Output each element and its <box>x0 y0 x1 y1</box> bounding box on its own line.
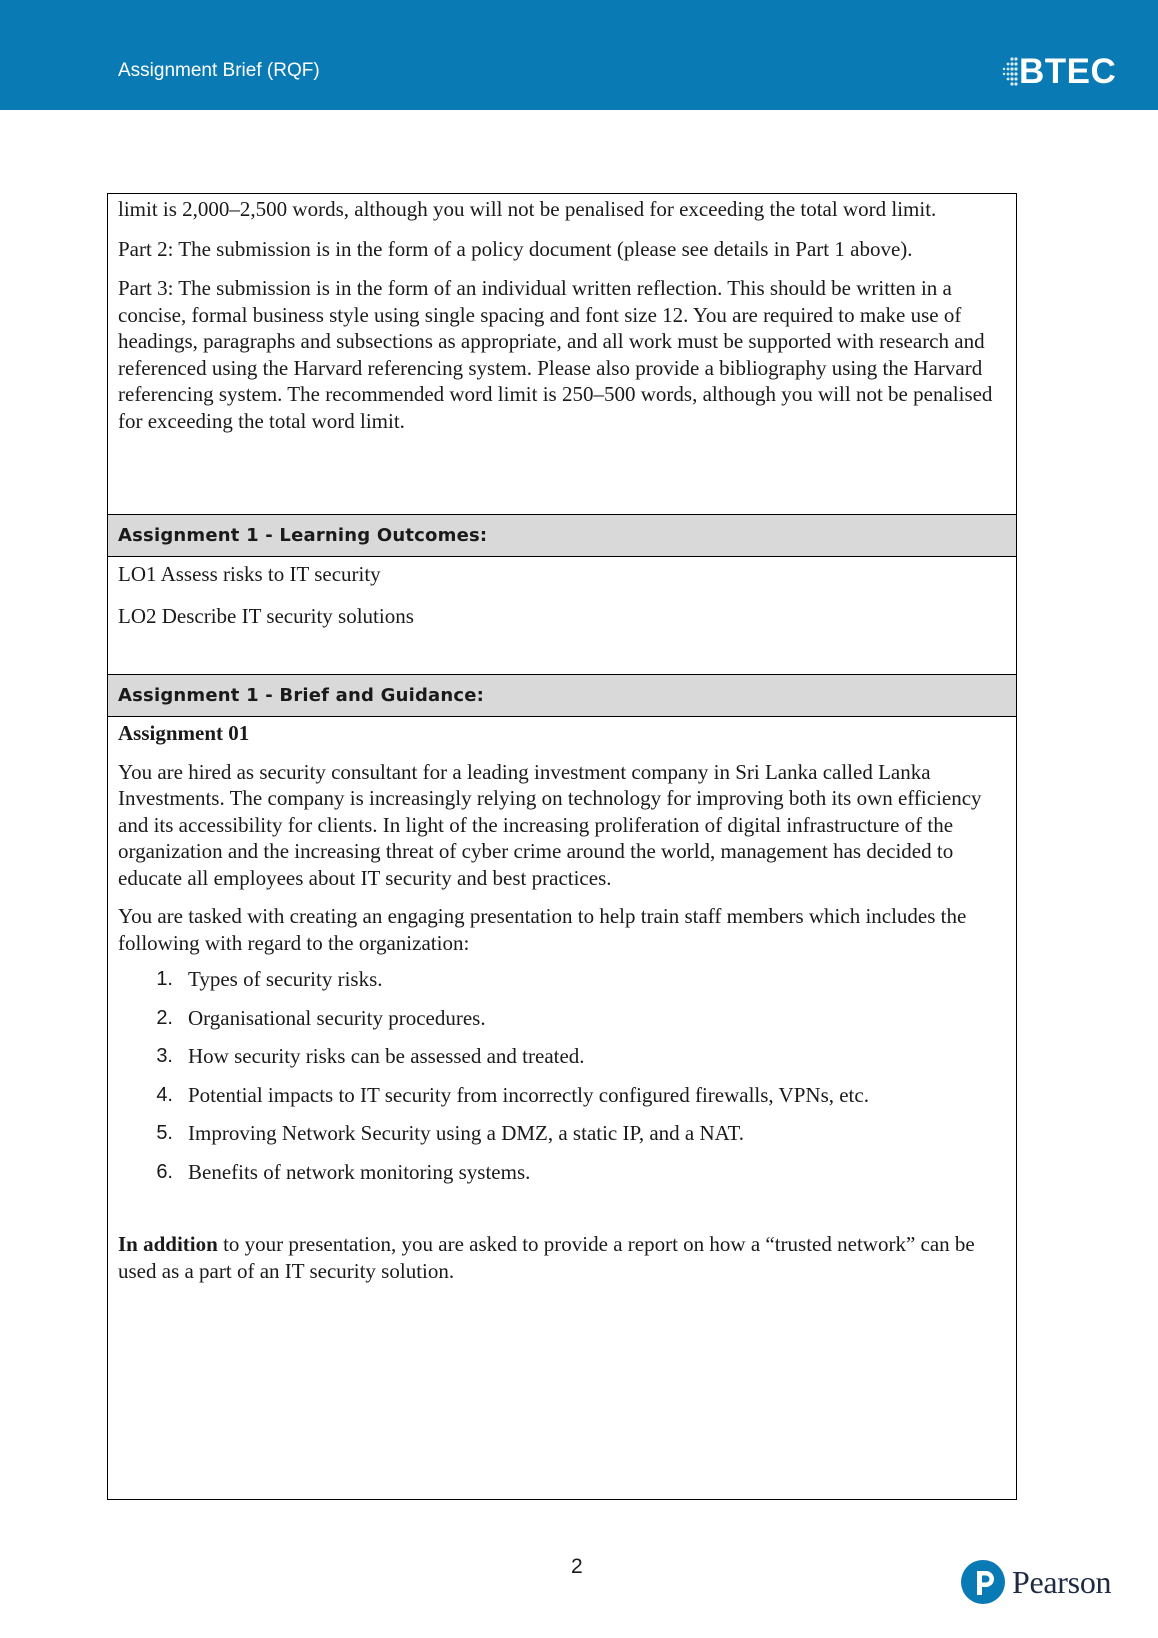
learning-outcomes-cell <box>108 557 1017 675</box>
list-item <box>118 1082 1006 1109</box>
list-item <box>118 1005 1006 1032</box>
list-item-text: Improving Network Security using a DMZ, a static IP, and a NAT. <box>188 1121 745 1145</box>
list-number: 5. <box>156 1122 173 1144</box>
brief-guidance-cell <box>108 717 1017 1500</box>
scenario-paragraph: You are hired as security consultant for a leading investment company in Sri Lanka called Lanka Investments. The company is increasingly relying on technology for improving both its own efficiency and its accessibility for clients. In light of the increasing proliferation of digital infrastructure of the organization and the increasing threat of cyber crime around the world, management has decided to educate all employees about IT security and best practices. <box>118 759 982 890</box>
submission-paragraph: Part 2: The submission is in the form of a policy document (please see details in Part 1 above). <box>118 236 913 261</box>
list-item <box>118 1120 1006 1147</box>
learning-outcomes-heading: Assignment 1 - Learning Outcomes: <box>108 515 1017 557</box>
list-number: 3. <box>156 1045 173 1067</box>
list-item-text: How security risks can be assessed and treated. <box>188 1044 585 1068</box>
list-number: 4. <box>156 1083 173 1106</box>
task-intro-paragraph: You are tasked with creating an engaging presentation to help train staff members which includes the following with regard to the organization: <box>118 904 967 955</box>
submission-paragraph: Part 3: The submission is in the form of an individual written reflection. This should be written in a concise, formal business style using single spacing and font size 12. You are required to make use of headings, paragraphs and subsections as appropriate, and all work must be supported with research and referenced using the Harvard referencing system. Please also provide a bibliography using the Harvard referencing system. The recommended word limit is 250–500 words, although you will not be penalised for exceeding the total word limit. <box>118 276 993 433</box>
learning-outcome: LO1 Assess risks to IT security <box>118 562 381 586</box>
list-number: 1. <box>156 968 173 990</box>
btec-logo <box>1000 52 1116 92</box>
submission-paragraph: limit is 2,000–2,500 words, although you will not be penalised for exceeding the total word limit. <box>118 197 937 221</box>
document-type-title: Assignment Brief (RQF) <box>118 60 320 81</box>
btec-dots-icon <box>1000 55 1018 89</box>
list-item <box>118 966 1006 993</box>
brief-guidance-heading: Assignment 1 - Brief and Guidance: <box>108 675 1017 717</box>
header-band <box>0 0 1158 110</box>
list-item-text: Benefits of network monitoring systems. <box>188 1159 531 1184</box>
learning-outcome: LO2 Describe IT security solutions <box>118 603 414 628</box>
pearson-p-icon <box>960 1559 1006 1605</box>
list-number: 2. <box>156 1006 173 1029</box>
pearson-logo <box>960 1559 1111 1605</box>
list-number: 6. <box>156 1160 173 1183</box>
assignment-table <box>107 193 1017 1500</box>
page-number: 2 <box>571 1555 583 1578</box>
submission-format-cell <box>108 194 1017 515</box>
assignment-title: Assignment 01 <box>118 721 250 745</box>
list-item-text: Organisational security procedures. <box>188 1005 486 1030</box>
additional-report-paragraph <box>118 1231 1006 1284</box>
task-list <box>118 966 1006 1185</box>
addition-rest: to your presentation, you are asked to provide a report on how a “trusted network” can be used as a part of an IT security solution. <box>118 1232 975 1283</box>
list-item <box>118 1159 1006 1186</box>
list-item-text: Types of security risks. <box>188 967 383 991</box>
addition-lead: In addition <box>118 1232 218 1256</box>
list-item-text: Potential impacts to IT security from incorrectly configured firewalls, VPNs, etc. <box>188 1082 869 1107</box>
pearson-logo-text: Pearson <box>1012 1563 1112 1600</box>
list-item <box>118 1043 1006 1070</box>
btec-logo-text: BTEC <box>1019 52 1117 91</box>
